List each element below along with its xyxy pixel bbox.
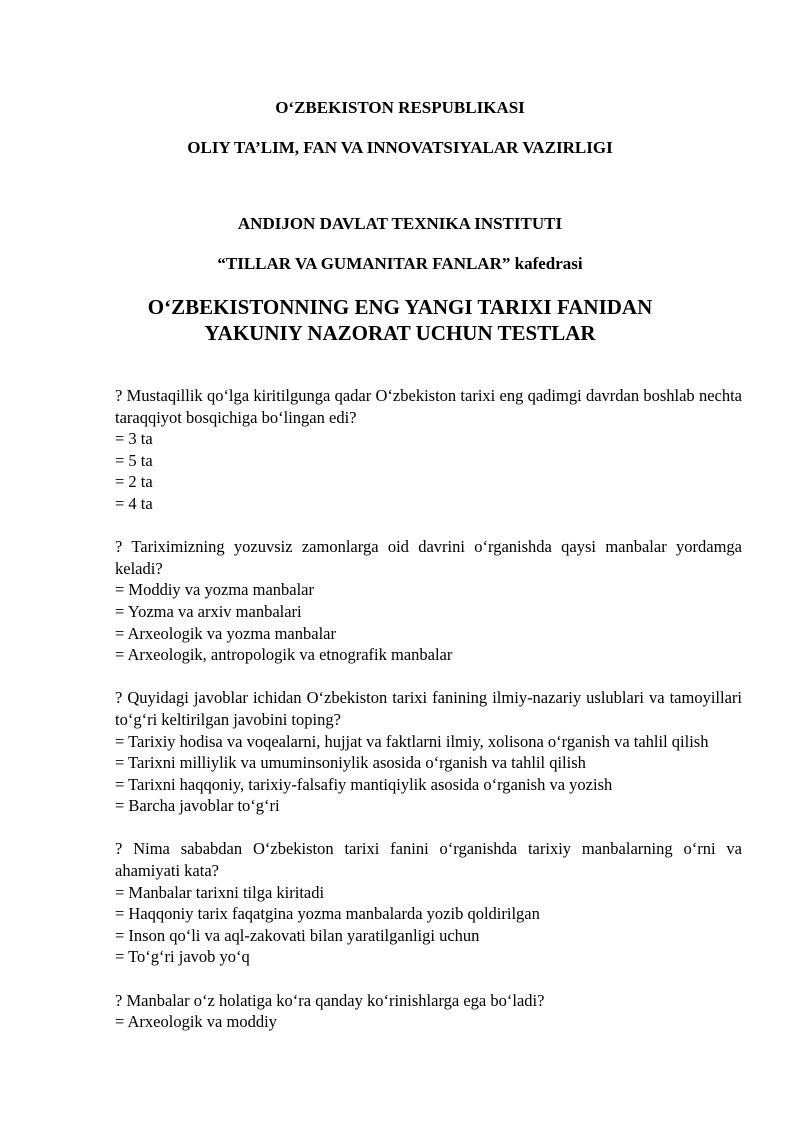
header-ministry: OLIY TA’LIM, FAN VA INNOVATSIYALAR VAZIRLIGI bbox=[187, 138, 613, 157]
answer-option: = Haqqoniy tarix faqatgina yozma manbalarda yozib qoldirilgan bbox=[115, 904, 540, 924]
question-block bbox=[115, 385, 742, 515]
answer-option: = 3 ta bbox=[115, 429, 153, 449]
answer-option: = Arxeologik va yozma manbalar bbox=[115, 623, 336, 643]
answer-option: = Barcha javoblar to‘g‘ri bbox=[115, 796, 280, 816]
answer-option: = Arxeologik, antropologik va etnografik manbalar bbox=[115, 645, 453, 665]
header-republic: O‘ZBEKISTON RESPUBLIKASI bbox=[275, 98, 525, 117]
answer-option: = Manbalar tarixni tilga kiritadi bbox=[115, 882, 325, 902]
question-text: ? Tariximizning yozuvsiz zamonlarga oid davrini o‘rganishda qaysi manbalar yordamga keladi? bbox=[115, 537, 742, 578]
answer-option: = Tarixni haqqoniy, tarixiy-falsafiy mantiqiylik asosida o‘rganish va yozish bbox=[115, 774, 613, 794]
answer-option: = 5 ta bbox=[115, 450, 153, 470]
document-title-line-1: O‘ZBEKISTONNING ENG YANGI TARIXI FANIDAN bbox=[147, 295, 653, 319]
question-text: ? Nima sababdan O‘zbekiston tarixi fanini o‘rganishda tarixiy manbalarning o‘rni va ahamiyati kata? bbox=[115, 839, 742, 881]
answer-option: = 4 ta bbox=[115, 493, 153, 513]
answer-option: = Moddiy va yozma manbalar bbox=[115, 580, 314, 600]
question-block bbox=[115, 838, 742, 968]
questions-list bbox=[115, 385, 742, 1054]
header-institute: ANDIJON DAVLAT TEXNIKA INSTITUTI bbox=[237, 214, 563, 233]
answer-option: = Arxeologik va moddiy bbox=[115, 1012, 277, 1032]
header-department: “TILLAR VA GUMANITAR FANLAR” kafedrasi bbox=[217, 254, 583, 273]
answer-option: = Yozma va arxiv manbalari bbox=[115, 601, 302, 621]
answer-option: = Inson qo‘li va aql-zakovati bilan yaratilganligi uchun bbox=[115, 925, 480, 945]
question-block bbox=[115, 687, 742, 817]
question-text: ? Mustaqillik qo‘lga kiritilgunga qadar O‘zbekiston tarixi eng qadimgi davrdan boshlab nechta taraqqiyot bosqichiga bo‘lingan edi? bbox=[115, 386, 742, 427]
answer-option: = To‘g‘ri javob yo‘q bbox=[115, 947, 250, 967]
answer-option: = Tarixni milliylik va umuminsoniylik asosida o‘rganish va tahlil qilish bbox=[115, 753, 586, 773]
question-block bbox=[115, 990, 742, 1033]
question-block bbox=[115, 536, 742, 666]
answer-option: = Tarixiy hodisa va voqealarni, hujjat va faktlarni ilmiy, xolisona o‘rganish va tahlil qilish bbox=[115, 731, 709, 751]
question-text: ? Quyidagi javoblar ichidan O‘zbekiston tarixi fanining ilmiy-nazariy uslublari va tamoyillari to‘g‘ri keltirilgan javobini toping? bbox=[115, 688, 742, 729]
question-text: ? Manbalar o‘z holatiga ko‘ra qanday ko‘rinishlarga ega bo‘ladi? bbox=[115, 990, 545, 1010]
document-title-line-2: YAKUNIY NAZORAT UCHUN TESTLAR bbox=[204, 321, 596, 345]
answer-option: = 2 ta bbox=[115, 472, 153, 492]
